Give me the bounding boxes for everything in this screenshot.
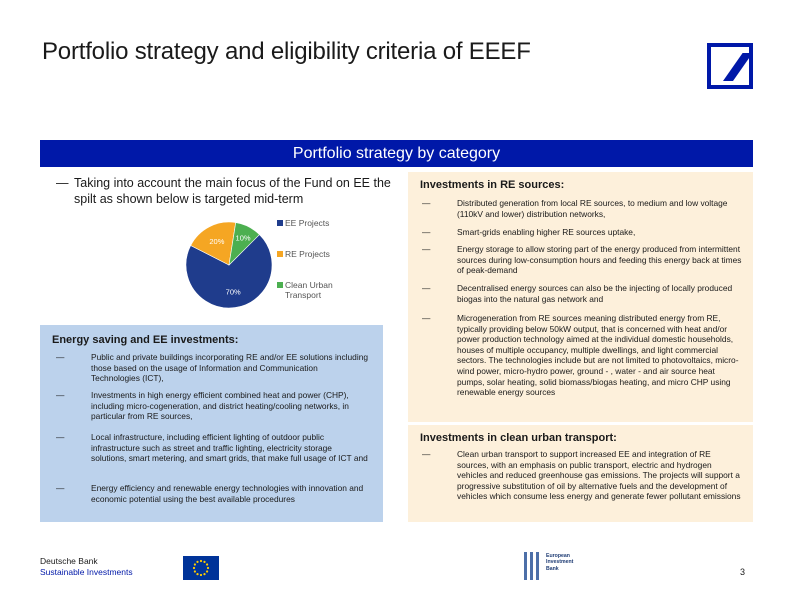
clean-transport-box (408, 425, 753, 522)
ee-item-2 (56, 390, 368, 422)
pie-value-label: 20% (209, 237, 225, 247)
intro-dash: — (56, 176, 69, 190)
re-item-text: Energy storage to allow storing part of the energy produced from intermittent sources during low-consumption hours and feeding this energy back at times of peak-demand (457, 244, 742, 276)
re-item-text: Microgeneration from RE sources meaning distributed energy from RE, typically providing below 50kW output, that is concerned with heat and/or power production technology aimed at the individual domestic households, houses of multiple occupancy, multiple dwellings, and light commercial sectors. The technologies include but are not limited to photovoltaics, micro-wind power, micro-hydro power, ground - , water - and air source heat pumps, solar heating, solid biomass/biogas heating, and micro CHP using renewable energy sources (457, 313, 739, 398)
bullet-dash: — (422, 449, 431, 459)
legend-label: Transport (285, 290, 322, 300)
pie-svg (186, 213, 356, 323)
ee-item-4 (56, 483, 368, 504)
re-item-4 (422, 283, 744, 304)
page-number: 3 (740, 567, 746, 577)
re-item-text: Decentralised energy sources can also be the injecting of locally produced biogas into the natural gas network and (457, 283, 733, 304)
pie-value-label: 10% (235, 233, 251, 243)
eib-line-1: European (546, 553, 570, 559)
bullet-dash: — (422, 313, 431, 323)
legend-swatch (277, 220, 283, 226)
bullet-dash: — (422, 244, 431, 254)
bullet-dash: — (56, 432, 65, 442)
ee-item-text: Energy efficiency and renewable energy technologies with innovation and economic potential using the best available procedures (91, 483, 364, 504)
re-item-5 (422, 313, 744, 398)
cut-box-title: Investments in clean urban transport: (420, 432, 617, 444)
ee-investments-box (40, 325, 383, 522)
section-banner: Portfolio strategy by category (40, 140, 753, 167)
re-item-text: Distributed generation from local RE sources, to medium and low voltage (110kV and lower) distribution networks, (457, 198, 728, 219)
eu-flag-icon (183, 556, 219, 580)
legend-label: Clean Urban (285, 280, 333, 290)
bullet-dash: — (422, 283, 431, 293)
footer-brand (40, 556, 133, 578)
re-investments-box (408, 172, 753, 422)
legend-label: RE Projects (285, 249, 330, 259)
ee-item-text: Public and private buildings incorporating RE and/or EE solutions including those based on the usage of Information and Communication Technologies (ICT), (91, 352, 369, 384)
legend-swatch (277, 282, 283, 288)
eib-line-3: Bank (546, 565, 559, 572)
logo-slash (723, 53, 753, 81)
eib-logo-icon (518, 552, 598, 582)
footer-bank-name: Deutsche Bank (40, 556, 98, 566)
legend-swatch (277, 251, 283, 257)
re-box-title: Investments in RE sources: (420, 179, 565, 191)
re-item-text: Smart-grids enabling higher RE sources uptake, (457, 227, 636, 237)
pie-value-label: 70% (225, 287, 241, 297)
deutsche-bank-logo-icon (707, 43, 753, 89)
cut-item-1 (422, 449, 744, 502)
eib-line-2: Investment (546, 559, 574, 566)
footer-subtitle: Sustainable Investments (40, 567, 133, 577)
eu-stars (183, 556, 219, 580)
bullet-dash: — (422, 227, 431, 237)
bullet-dash: — (56, 390, 65, 400)
legend-label: EE Projects (285, 218, 330, 228)
re-item-2 (422, 227, 744, 238)
intro-bullet (56, 175, 392, 207)
re-item-3 (422, 244, 744, 276)
portfolio-pie-chart (186, 213, 356, 323)
bullet-dash: — (422, 198, 431, 208)
cut-item-text: Clean urban transport to support increased EE and integration of RE sources, with an emphasis on public transport, electric and hydrogen vehicles and reduced greenhouse gas emissions. The projects will support a progressive substitution of oil by alternative fuels and the development of vehicles which consume less energy and generate fewer pollutant emissions (457, 449, 741, 502)
ee-item-text: Investments in high energy efficient combined heat and power (CHP), including micro-cogeneration, and district heating/cooling networks, in particular from RE sources, (91, 390, 349, 422)
ee-item-1 (56, 352, 368, 384)
eib-text (546, 553, 573, 572)
intro-text: Taking into account the main focus of the Fund on EE the spilt as shown below is targeted mid-term (74, 176, 391, 206)
ee-box-title: Energy saving and EE investments: (52, 334, 239, 346)
ee-item-3 (56, 432, 368, 464)
re-item-1 (422, 198, 744, 219)
bullet-dash: — (56, 483, 65, 493)
page-title: Portfolio strategy and eligibility criteria of EEEF (42, 38, 531, 65)
bullet-dash: — (56, 352, 65, 362)
ee-item-text: Local infrastructure, including efficient lighting of outdoor public infrastructure such as street and traffic lighting, electricity storage solutions, smart metering, and smart grids, that make full usage of ICT and (91, 432, 368, 464)
